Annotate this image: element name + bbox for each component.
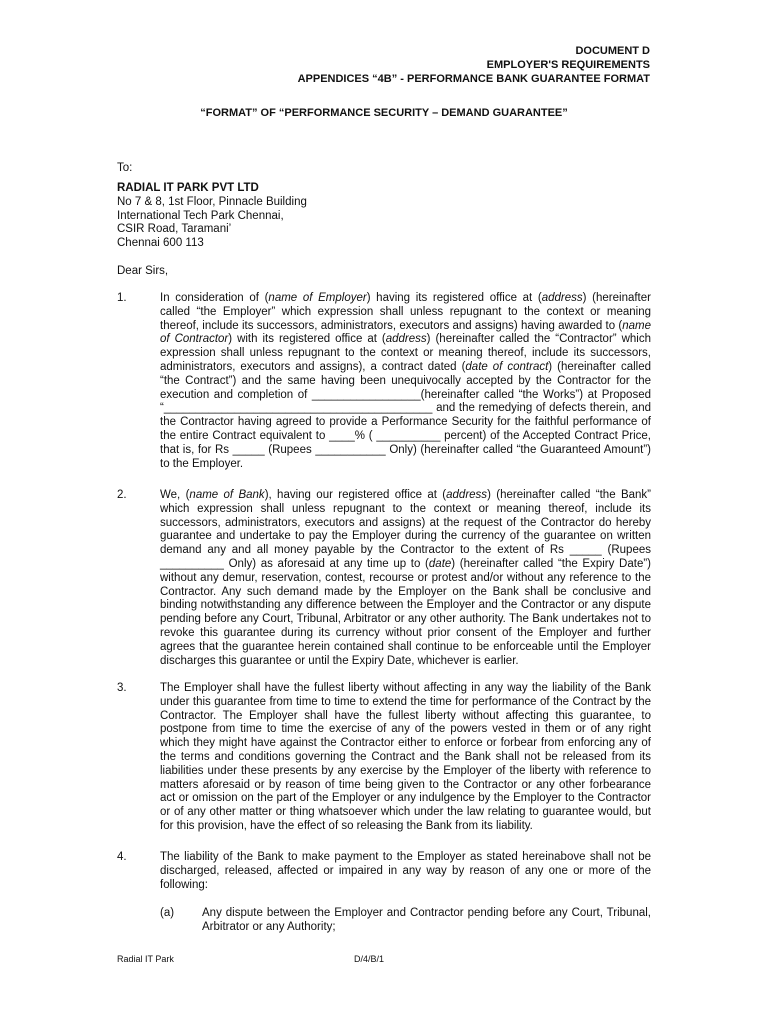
clause-segment: We, ( — [160, 489, 190, 501]
clause-segment: ) having its registered office at ( — [366, 292, 542, 304]
placeholder-text: name of Contractor — [160, 319, 651, 346]
header-section: EMPLOYER'S REQUIREMENTS — [486, 59, 650, 71]
placeholder-text: date — [428, 557, 452, 570]
recipient-name: RADIAL IT PARK PVT LTD — [117, 182, 259, 194]
clause-number: 3. — [117, 682, 127, 694]
clause-2 — [117, 489, 651, 668]
footer-page-ref: D/4/B/1 — [354, 954, 385, 964]
clause-segment: In consideration of ( — [160, 292, 269, 304]
subclause-a — [160, 907, 651, 935]
clause-segment: ) (hereinafter called “the Employer” which expression shall unless repugnant to the context or meaning thereof, include its successors, administrators, executors and assigns) having awarded to ( — [160, 292, 651, 332]
clause-segment: ) (hereinafter called the “Contractor” which expression shall unless repugnant to the context or meaning thereof, include its successors, administrators, executors and assigns), a contract dated ( — [160, 333, 651, 373]
clause-text — [160, 489, 651, 668]
placeholder-text: date of contract — [465, 360, 549, 373]
clause-segment: The liability of the Bank to make payment to the Employer as stated hereinabove shall not be discharged, released, affected or impaired in any way by reason of any one or more of the following: — [160, 851, 651, 891]
clause-segment: ) with its registered office at ( — [228, 333, 386, 346]
salutation: Dear Sirs, — [117, 265, 169, 277]
address-line: International Tech Park Chennai, — [117, 209, 284, 222]
clause-segment: The Employer shall have the fullest liberty without affecting in any way the liability of the Bank under this guarantee from time to time to extend the time for performance of the Contract by the Contractor. The Employer shall have the fullest liberty without affecting this guarantee, to postpone from time to time the exercise of any of the powers vested in them or of any right which they might have against the Contractor either to enforce or forbear from enforcing any of the terms and conditions governing the Contract and the Bank shall not be released from its liabilities under these presents by any exercise by the Employer of the liberty with reference to matters aforesaid or by reason of time being given to the Contractor or any other forbearance act or omission on the part of the Employer or any indulgence by the Employer to the Contractor or of any other matter or thing whatsoever which under the law relating to guarantee would, but for this provision, have the effect of so releasing the Bank from its liability. — [160, 682, 651, 832]
subclause-number: (a) — [160, 907, 175, 919]
to-label: To: — [117, 162, 133, 174]
clause-number: 4. — [117, 851, 127, 863]
header-document-id: DOCUMENT D — [575, 45, 650, 57]
placeholder-text: name of Bank — [189, 489, 265, 501]
clause-text — [160, 292, 651, 471]
clause-segment: ) (hereinafter called “the Contract”) and the same having been unequivocally accepted by the Contractor for the execution and completion of _________________(hereinafter called “the Works”) at Proposed “__________________________________________ and the remedying of defects therein, and the Contractor having agreed to provide a Performance Security for the faithful performance of the entire Contract equivalent to ____% ( __________ percent) of the Accepted Contract Price, that is, for Rs _____ (Rupees ___________ Only) (hereinafter called “the Guaranteed Amount”) to the Employer. — [160, 360, 651, 470]
placeholder-text: name of Employer — [268, 292, 367, 304]
clause-1 — [117, 292, 651, 471]
header-appendix: APPENDICES “4B” - PERFORMANCE BANK GUARANTEE FORMAT — [297, 73, 650, 85]
address-line: No 7 & 8, 1st Floor, Pinnacle Building — [117, 195, 307, 208]
placeholder-text: address — [541, 292, 583, 304]
clause-segment: ), having our registered office at ( — [264, 489, 447, 501]
clause-segment: ) (hereinafter called “the Bank” which expression shall unless repugnant to the context or meaning thereof, include its successors, administrators, executors and assigns) at the request of the Contractor do hereby guarantee and undertake to pay the Employer during the currency of the guarantee on written demand any and all money payable by the Contractor to the extent of Rs _____ (Rupees __________ Only) as aforesaid at any time up to ( — [160, 489, 651, 570]
clause-number: 1. — [117, 292, 127, 304]
clause-text — [160, 682, 651, 834]
clause-3 — [117, 682, 651, 834]
placeholder-text: address — [446, 489, 488, 501]
recipient-address — [117, 182, 307, 251]
placeholder-text: address — [385, 333, 427, 346]
clause-4 — [117, 851, 651, 892]
document-header — [298, 44, 650, 86]
address-line: CSIR Road, Taramani’ — [117, 223, 232, 236]
footer-left: Radial IT Park — [117, 954, 174, 964]
document-title: “FORMAT” OF “PERFORMANCE SECURITY – DEMAND GUARANTEE” — [200, 107, 568, 119]
address-line: Chennai 600 113 — [117, 237, 204, 250]
clause-segment: ) (hereinafter called “the Expiry Date”) without any demur, reservation, contest, recourse or protest and/or without any reference to the Contractor. Any such demand made by the Employer on the Bank shall be conclusive and binding notwithstanding any difference between the Employer and the Contractor or any dispute pending before any Court, Tribunal, Arbitrator or any other authority. The Bank undertakes not to revoke this guarantee during its currency without prior consent of the Employer and further agrees that the guarantee herein contained shall continue to be enforceable until the Employer discharges this guarantee or until the Expiry Date, whichever is earlier. — [160, 557, 651, 667]
subclause-text: Any dispute between the Employer and Contractor pending before any Court, Tribunal, Arbitrator or any Authority; — [202, 907, 651, 933]
clause-number: 2. — [117, 489, 127, 501]
clause-text — [160, 851, 651, 892]
